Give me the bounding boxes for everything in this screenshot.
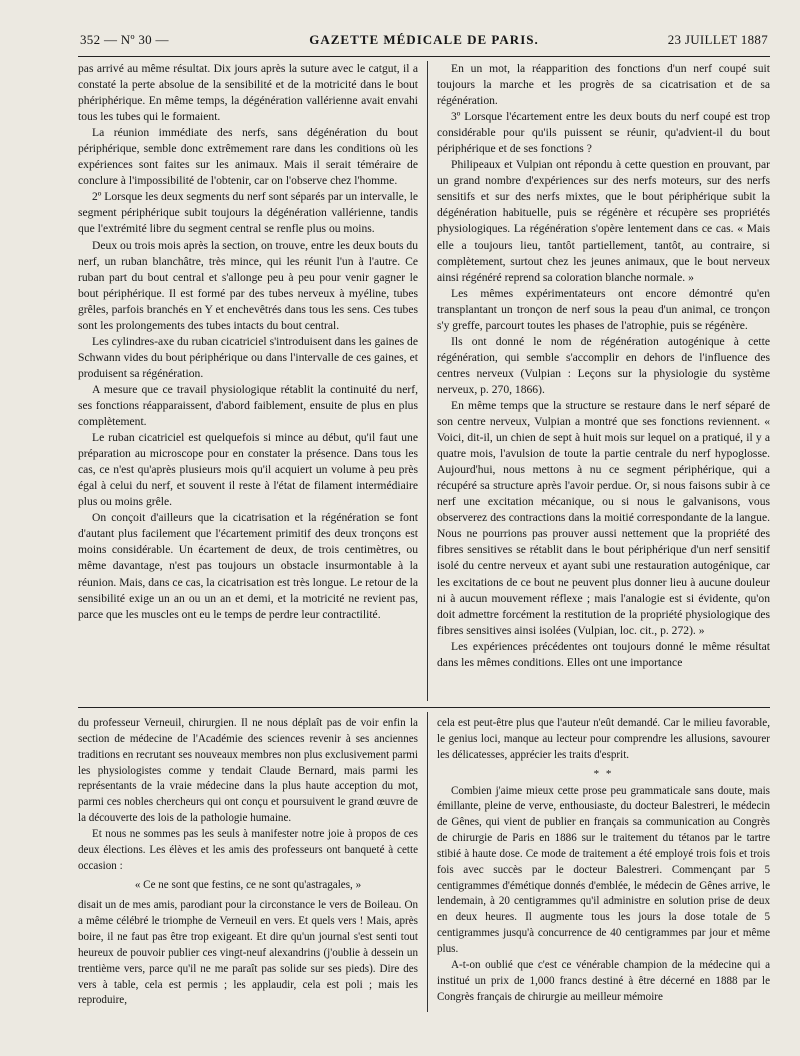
paragraph: du professeur Verneuil, chirurgien. Il ne nous déplaît pas de voir enfin la section de médecine de l'Académie des sciences revenir à ses anciennes traditions en recrutant ses nouveaux membres non plus exclusivement parmi les physiologistes comme y tendait Claude Bernard, mais parmi les représentants de la vraie médecine dans la plus haute acception du mot, parmi ces nobles chercheurs qui ont conçu et poursuivent le grand œuvre de la découverte des lois de la pathologie humaine. (78, 717, 418, 825)
quoted-verse: « Ce ne sont que festins, ce ne sont qu'astragales, » (134, 879, 362, 892)
section-rule (78, 707, 770, 708)
page-number: 352 — Nº 30 — (80, 32, 169, 47)
column-bottom-left (78, 716, 418, 1036)
column-top-right (437, 61, 770, 701)
paragraph: En un mot, la réapparition des fonctions d'un nerf coupé suit toujours la marche et les progrès de sa cicatrisation et de sa régénération. (437, 62, 770, 108)
paragraph: En même temps que la structure se restaure dans le nerf séparé de son centre nerveux, Vulpian a montré que ses fonctions reviennent. « Voici, dit-il, un chien de sept à huit mois sur lequel on a pratiqué, il y a quatre mois, l'avulsion de toute la partie centrale du nerf hypoglosse. Aujourd'hui, nous mettons à nu ce segment périphérique, qui a récupéré sa structure après l'avoir perdue. Or, si nous faisons subir à ce nerf une excitation mécanique, ou si nous le galvanisons, vous observerez des contractions dans la moitié correspondante de la langue. Nous ne pourrions pas prouver aussi nettement que la propriété des fibres sensitives se rétablit dans le bout périphérique d'un nerf sensitif isolé du centre nerveux et ayant subi une restauration autogénique, car les excitations de ce bout ne peuvent plus donner lieu à aucune douleur ni à aucun mouvement réflexe ; mais l'analogie est si évidente, qu'on doit admettre forcément la restitution de la propriété physiologique des fibres sensitives ainsi isolées (Vulpian, loc. cit., p. 272). » (437, 398, 770, 637)
paragraph: Combien j'aime mieux cette prose peu grammaticale sans doute, mais émillante, pleine de verve, enthousiaste, du docteur Balestreri, le médecin de Gênes, qui vient de publier en français sa communication au Congrès de chirurgie de Paris en 1886 sur le traitement du tétanos par le tartre stibié à haute dose. Ce mode de traitement a été employé trois fois et trois fois avec succès par le docteur Balestreri. Commençant par 5 centigrammes d'émétique donnés d'emblée, le médecin de Gênes arrive, le lendemain, à 20 centigrammes qu'il administre en solution prise de deux en deux heures. Il augmente tous les jours la dose totale de 5 centigrammes jusqu'à concurrence de 40 centigrammes par jour et même plus. (437, 784, 770, 955)
paragraph: cela est peut-être plus que l'auteur n'eût demandé. Car le milieu favorable, le genius loci, manque au lecteur pour comprendre les allusions, savourer les délicatesses, apprécier les traits d'esprit. (437, 717, 770, 761)
header-rule (78, 56, 770, 57)
paragraph: 2º Lorsque les deux segments du nerf sont séparés par un intervalle, le segment périphérique subit toujours la dégénération vallérienne, tandis que l'extrémité libre du segment central se renfle plus ou moins. (78, 190, 418, 236)
paragraph: pas arrivé au même résultat. Dix jours après la suture avec le catgut, il a constaté la perte absolue de la sensibilité et de la motricité dans le bout phériphérique. En même temps, la dégénération vallérienne avait envahi tous les tubes qui le formaient. (78, 62, 418, 124)
section-separator: * * (593, 767, 614, 780)
issue-date: 23 JUILLET 1887 (667, 32, 768, 47)
paragraph: La réunion immédiate des nerfs, sans dégénération du bout périphérique, semble donc extrêmement rare dans les conditions où les expériences sont faites sur les animaux. Mais il serait téméraire de conclure à l'impossibilité de l'obtenir, car on l'observe chez l'homme. (78, 126, 418, 188)
paragraph: Philipeaux et Vulpian ont répondu à cette question en prouvant, par un grand nombre d'expériences sur des nerfs moteurs, sur des nerfs sensitifs et sur des nerfs mixtes, que le bout périphérique subit la dégénération habituelle, puis se régénère et récupère ses propriétés physiologiques. La régénération s'opère lentement dans ce cas. « Mais elle a toujours lieu, tantôt partiellement, tantôt, au contraire, si complètement, surtout chez les jeunes animaux, que le bout nerveux ainsi régénéré reprend sa coloration blanche normale. » (437, 158, 770, 284)
paragraph: A mesure que ce travail physiologique rétablit la continuité du nerf, ses fonctions réapparaissent, d'abord faiblement, ensuite de plus en plus complètement. (78, 382, 418, 429)
column-divider (427, 61, 428, 701)
paragraph: Les expériences précédentes ont toujours donné le même résultat dans les mêmes conditions. Elles ont une importance (437, 639, 770, 669)
paragraph: On conçoit d'ailleurs que la cicatrisation et la régénération se font d'autant plus facilement que l'écartement primitif des deux tronçons est moins considérable. Un écartement de deux, de trois centimètres, ou même davantage, n'est pas toujours un obstacle insurmontable à la réunion. Mais, dans ce cas, la cicatrisation est très longue. Le retour de la sensibilité exige un an ou un an et demi, et la motricité ne revient pas, parce que les muscles ont eu le temps de perdre leur contractilité. (78, 511, 418, 621)
paragraph: A-t-on oublié que c'est ce vénérable champion de la médecine qui a institué un prix de 1,000 francs destiné à être décerné en 1888 par le Congrès français de chirurgie au meilleur mémoire (437, 958, 770, 1003)
column-divider (427, 712, 428, 1012)
paragraph: Le ruban cicatriciel est quelquefois si mince au début, qu'il faut une préparation au microscope pour en constater la présence. Dans tous les cas, ce n'est qu'après plusieurs mois qu'il acquiert un volume à peu près égal à celui du nerf, et souvent il reste à l'état de filament intermédiaire plus ou moins grêle. (78, 431, 418, 509)
paragraph: disait un de mes amis, parodiant pour la circonstance le vers de Boileau. On a même célébré le triomphe de Verneuil en vers. Et quels vers ! Mais, après boire, il ne faut pas être trop exigeant. Et dire qu'un journal s'est senti tout heureux de pouvoir publier ces vingt-neuf alexandrins (j'oublie à dessein un trentième vers, parce qu'il ne me paraît pas solide sur ses pieds). Dire des vers à table, cela est permis ; les applaudir, cela est poli ; mais les reproduire, (78, 899, 418, 1007)
paragraph: Les mêmes expérimentateurs ont encore démontré qu'en transplantant un tronçon de nerf sous la peau d'un animal, ce tronçon s'y greffe, parcourt toutes les phases de l'atrophie, puis se régénère. (437, 286, 770, 332)
column-bottom-right (437, 716, 770, 1036)
journal-title: GAZETTE MÉDICALE DE PARIS. (309, 32, 539, 47)
paragraph: Ils ont donné le nom de régénération autogénique à cette régénération, qui semble s'accomplir en dehors de l'influence des centres nerveux (Vulpian : Leçons sur la physiologie du système nerveux, p. 270, 1866). (437, 334, 770, 396)
column-top-left (78, 61, 418, 697)
page-header (80, 32, 768, 50)
paragraph: Les cylindres-axe du ruban cicatriciel s'introduisent dans les gaines de Schwann vides du bout périphérique ou dans l'intervalle de ces gaines, et produisent sa régénération. (78, 334, 418, 380)
paragraph: 3º Lorsque l'écartement entre les deux bouts du nerf coupé est trop considérable pour qu'ils puissent se réunir, qu'advient-il du bout périphérique et de ses fonctions ? (437, 110, 770, 156)
paragraph: Deux ou trois mois après la section, on trouve, entre les deux bouts du nerf, un ruban blanchâtre, très mince, qui les réunit l'un à l'autre. Ce ruban part du bout central et s'allonge peu à peu pour venir gagner le bout périphérique. Il est formé par des tubes nerveux à myéline, tubes grêles, parfois branchés en Y et enchevêtrés dans tous les sens. Ces tubes sont les prolongements des tubes intacts du bout central. (78, 238, 418, 332)
paragraph: Et nous ne sommes pas les seuls à manifester notre joie à propos de ces deux élections. Les élèves et les amis des professeurs ont banqueté à cette occasion : (78, 827, 418, 872)
